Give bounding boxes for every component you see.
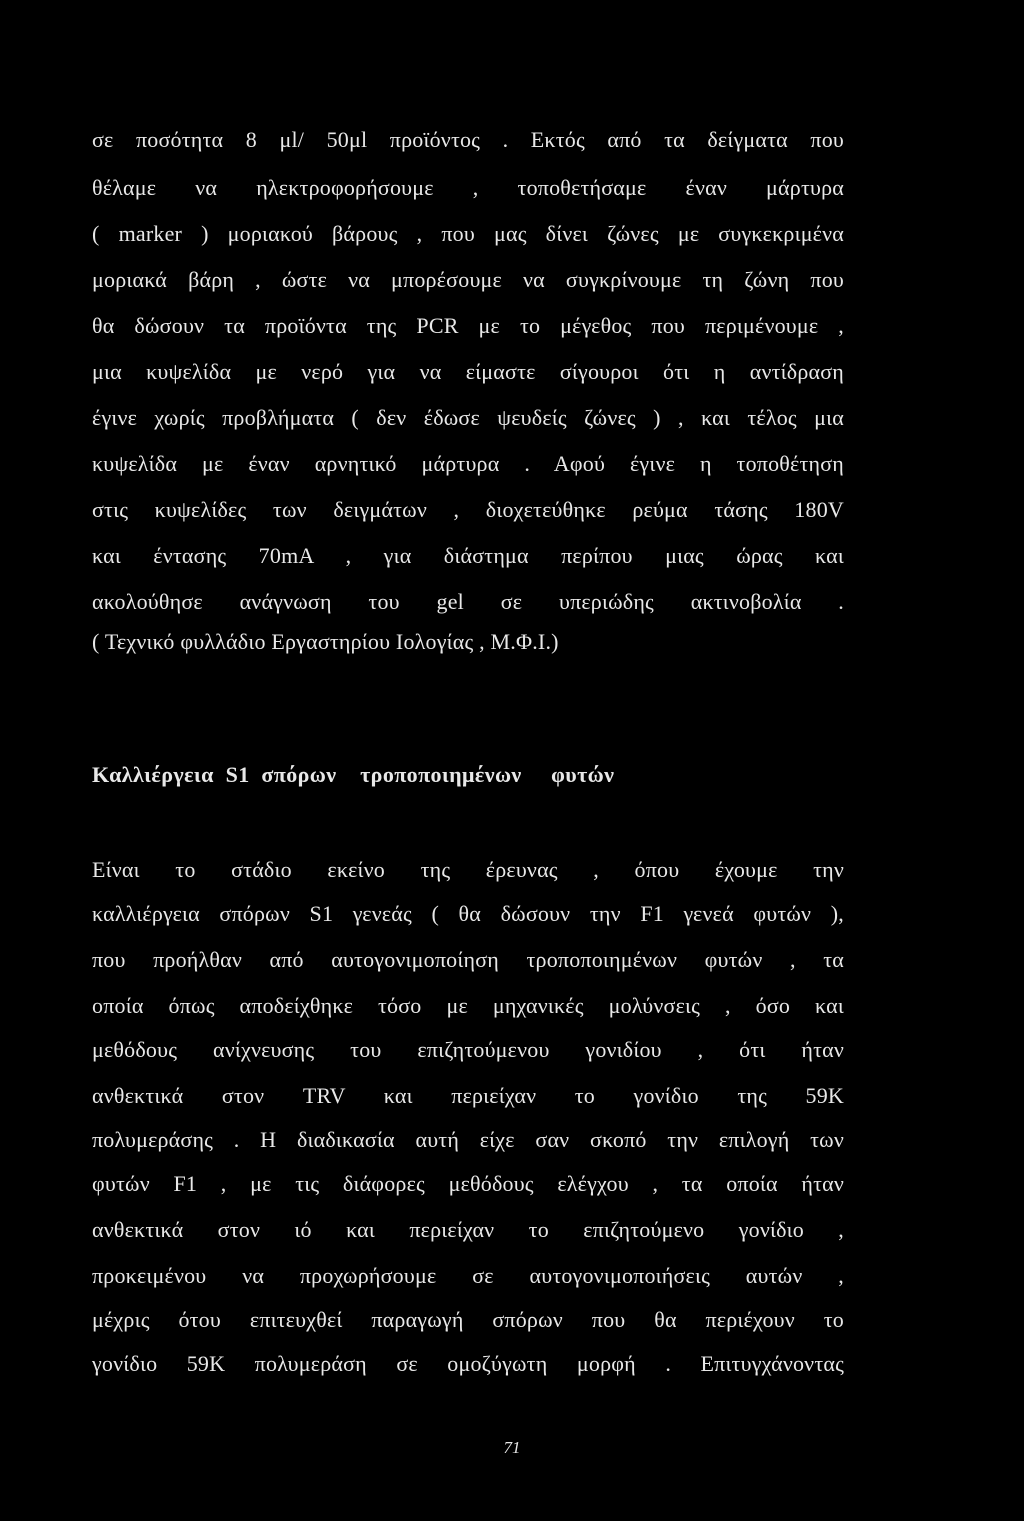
page-number: 71 xyxy=(503,1438,521,1457)
text-line: έγινε χωρίς προβλήματα ( δεν έδωσε ψευδείς ζώνες ) , και τέλος μια xyxy=(92,405,844,430)
text-line: θέλαμε να ηλεκτροφορήσουμε , τοποθετήσαμε έναν μάρτυρα xyxy=(92,175,844,200)
text-line: οποία όπως αποδείχθηκε τόσο με μηχανικές μολύνσεις , όσο και xyxy=(92,993,844,1018)
text-line: Είναι το στάδιο εκείνο της έρευνας , όπου έχουμε την xyxy=(92,857,844,882)
text-line: μεθόδους ανίχνευσης του επιζητούμενου γονιδίου , ότι ήταν xyxy=(92,1037,844,1062)
text-line: θα δώσουν τα προϊόντα της PCR με το μέγεθος που περιμένουμε , xyxy=(92,313,844,338)
text-line: ( marker ) μοριακού βάρους , που μας δίνει ζώνες με συγκεκριμένα xyxy=(92,221,844,246)
text-line: προκειμένου να προχωρήσουμε σε αυτογονιμοποιήσεις αυτών , xyxy=(92,1263,844,1288)
text-line: καλλιέργεια σπόρων S1 γενεάς ( θα δώσουν την F1 γενεά φυτών ), xyxy=(92,901,844,926)
text-line: φυτών F1 , με τις διάφορες μεθόδους ελέγχου , τα οποία ήταν xyxy=(92,1171,844,1196)
text-line: στις κυψελίδες των δειγμάτων , διοχετεύθηκε ρεύμα τάσης 180V xyxy=(92,497,844,522)
text-line: γονίδιο 59K πολυμεράση σε ομοζύγωτη μορφή . Επιτυγχάνοντας xyxy=(92,1351,844,1376)
text-line: κυψελίδα με έναν αρνητικό μάρτυρα . Αφού έγινε η τοποθέτηση xyxy=(92,451,844,476)
text-line: μέχρις ότου επιτευχθεί παραγωγή σπόρων που θα περιέχουν το xyxy=(92,1307,844,1332)
text-line: μοριακά βάρη , ώστε να μπορέσουμε να συγκρίνουμε τη ζώνη που xyxy=(92,267,844,292)
text-line: μια κυψελίδα με νερό για να είμαστε σίγουροι ότι η αντίδραση xyxy=(92,359,844,384)
text-line: πολυμεράσης . Η διαδικασία αυτή είχε σαν σκοπό την επιλογή των xyxy=(92,1127,844,1152)
text-line: ( Τεχνικό φυλλάδιο Εργαστηρίου Ιολογίας , Μ.Φ.Ι.) xyxy=(92,629,559,654)
section-heading: Καλλιέργεια S1 σπόρων τροποποιημένων φυτών xyxy=(92,762,615,787)
text-line: ανθεκτικά στον TRV και περιείχαν το γονίδιο της 59K xyxy=(92,1083,844,1108)
text-line: ακολούθησε ανάγνωση του gel σε υπεριώδης ακτινοβολία . xyxy=(92,589,844,614)
text-line: και έντασης 70mA , για διάστημα περίπου μιας ώρας και xyxy=(92,543,844,568)
text-line: σε ποσότητα 8 μl/ 50μl προϊόντος . Εκτός από τα δείγματα που xyxy=(92,127,844,152)
text-line: ανθεκτικά στον ιό και περιείχαν το επιζητούμενο γονίδιο , xyxy=(92,1217,844,1242)
text-line: που προήλθαν από αυτογονιμοποίηση τροποποιημένων φυτών , τα xyxy=(92,947,844,972)
